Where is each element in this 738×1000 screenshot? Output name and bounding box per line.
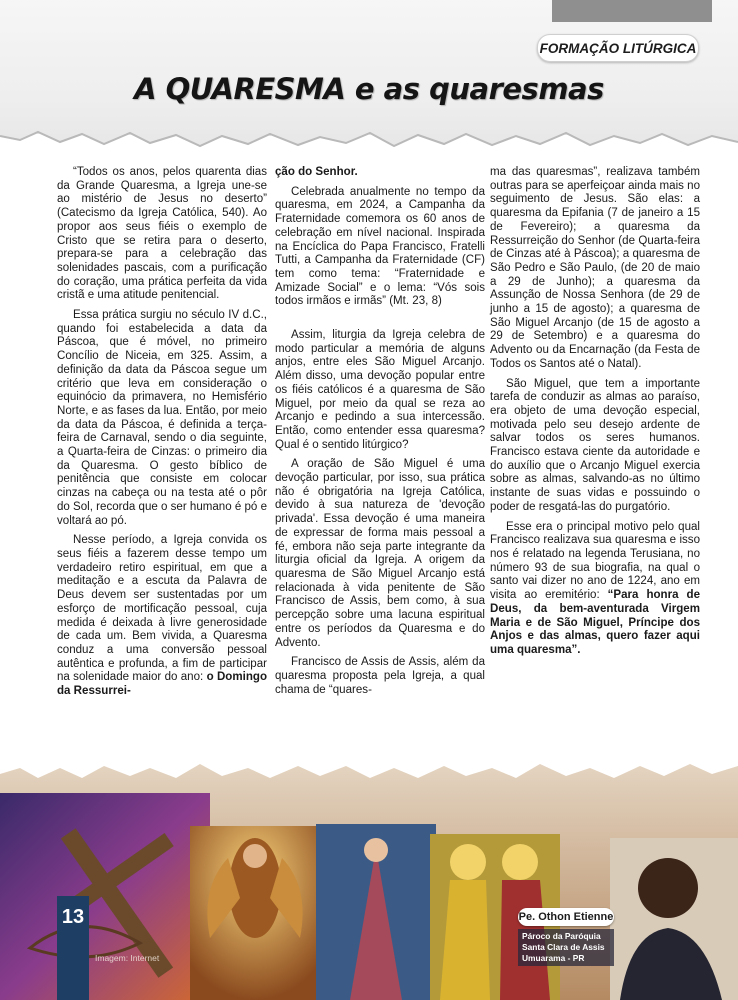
paragraph-text: Esse era o principal motivo pelo qual Francisco realizava sua quaresma e isso nos é relatado na legenda Terusiana, no número 93 de sua biografia, na qual o santo vai dizer no ano de 1224, ano em visita ao eremitério: (490, 520, 700, 602)
author-role-line: Pároco da Paróquia (522, 931, 601, 941)
paragraph-bold-text: ção do Senhor. (275, 166, 358, 178)
page-number: 13 (61, 906, 85, 928)
paragraph: A oração de São Miguel é uma devoção particular, por isso, sua prática não é obrigatória na Igreja Católica, devido à sua natureza de 'devoção privada'. Essa devoção é uma maneira de expressar de forma mais pessoal a fé, embora não seja parte integrante da liturgia oficial da Igreja. A origem da quaresma de São Miguel Arcanjo está relacionada à vida penitente de São Francisco de Assis, bem como, à sua percepção sobre uma lacuna espiritual entre os períodos da Quaresma e do Advento. (275, 458, 485, 649)
section-label: FORMAÇÃO LITÚRGICA (537, 34, 699, 62)
author-name: Pe. Othon Etienne (518, 908, 614, 926)
image-credit: Imagem: Internet (95, 953, 160, 963)
paragraph: ma das quaresmas”, realizava também outras para se aperfeiçoar ainda mais no seguimento de Jesus. São elas: a quaresma da Epifania (7 de janeiro a 15 de Fevereiro); a quaresma da Ressurreição do Senhor (de Quarta-feira de Cinzas até à Páscoa); a quaresma de São Pedro e São Paulo, (de 20 de maio a 29 de Junho); a quaresma da Assunção de Nossa Senhora (de 29 de junho a 15 de agosto); a quaresma de São Miguel Arcanjo (de 15 de agosto a 29 de Setembro) e a quaresma do Advento ou da Encarnação (da Festa de Todos os Santos até o Natal). (490, 166, 700, 370)
header-tab-block (552, 0, 712, 22)
paragraph-bold-text: o Domingo da Ressurrei- (57, 671, 267, 698)
page-number-tab (57, 896, 89, 1000)
paragraph: “Todos os anos, pelos quarenta dias da Grande Quaresma, a Igreja une-se ao mistério de Jesus no deserto” (Catecismo da Igreja Católica, 540). Ao propor aos seus fiéis o exemplo de Cristo que se retira para o deserto, prepara-se para a celebração das solenidades pascais, com a purificação do coração, uma prática perfeita da vida cristã e uma atitude penitencial. (57, 166, 267, 302)
paragraph: São Miguel, que tem a importante tarefa de conduzir as almas ao paraíso, era objeto de uma devoção especial, motivada pelo seu desejo ardente de salvar todos os seres humanos. Francisco estava ciente da autoridade e do auxílio que o Arcanjo Miguel exercia sobre as almas, salvando-as no último instante de suas vidas e possuindo o poder de resgatá-las do purgatório. (490, 377, 700, 513)
author-role-line: Umuarama - PR (522, 953, 585, 963)
paragraph-text: Nesse período, a Igreja convida os seus fiéis a fazerem desse tempo um verdadeiro retiro espiritual, em que a meditação e a escuta da Palavra de Deus devem ser sustentadas por um esforço de mortificação pessoal, cuja medida é deixada à livre generosidade de cada um. Bem vivida, a Quaresma conduz a uma conversão pessoal autêntica e profunda, a fim de participar na solenidade maior do ano: (57, 534, 267, 684)
quote-bold-text: “Para honra de Deus, da bem-aventurada Virgem Maria e de São Miguel, Príncipe dos Anjos e das almas, quero fazer aqui uma quaresma”. (490, 589, 700, 656)
paragraph (490, 521, 700, 658)
paragraph: Assim, liturgia da Igreja celebra de modo particular a memória de alguns anjos, entre eles São Miguel Arcanjo. Além disso, uma devoção popular entre os fiéis católicos é a quaresma de São Miguel, por meio da qual se reza ao Arcanjo e pedindo a sua intercessão. Então, como entender essa quaresma? Qual é o sentido litúrgico? (275, 329, 485, 451)
paragraph: Francisco de Assis de Assis, além da quaresma proposta pela Igreja, a qual chama de “quares- (275, 656, 485, 696)
paragraph (57, 534, 267, 698)
author-role (518, 929, 614, 966)
article-column-2 (275, 166, 485, 703)
article-title: A QUARESMA e as quaresmas (134, 72, 604, 106)
paragraph: Celebrada anualmente no tempo da quaresma, em 2024, a Campanha da Fraternidade comemora os 60 anos de celebração em nível nacional. Inspirada na Encíclica do Papa Francisco, Fratelli Tutti, a Campanha da Fraternidade (CF) tem como tema: “Fraternidade e Amizade Social” e o lema: “Vós sois todos irmãos e irmãs” (Mt. 23, 8) (275, 185, 485, 308)
paragraph: Essa prática surgiu no século IV d.C., quando foi estabelecida a data da Páscoa, que é móvel, no primeiro Concílio de Niceia, em 325. Assim, a definição da data da Páscoa segue um critério que leva em consideração o equinócio da primavera, no Hemisfério Norte, e as fases da lua. Então, por meio da data da Páscoa, é definida a terça-feira de Carnaval, sendo o dia seguinte, a Quarta-feira de Cinzas: o primeiro dia da Quaresma. O gesto bíblico de penitência que consiste em colocar cinzas na cabeça ou na testa até o pôr do Sol, recorda que o ser humano é pó e voltará ao pó. (57, 309, 267, 527)
author-role-line: Santa Clara de Assis (522, 942, 605, 952)
author-box (518, 908, 614, 966)
article-column-1 (57, 166, 267, 705)
article-column-3 (490, 166, 700, 664)
